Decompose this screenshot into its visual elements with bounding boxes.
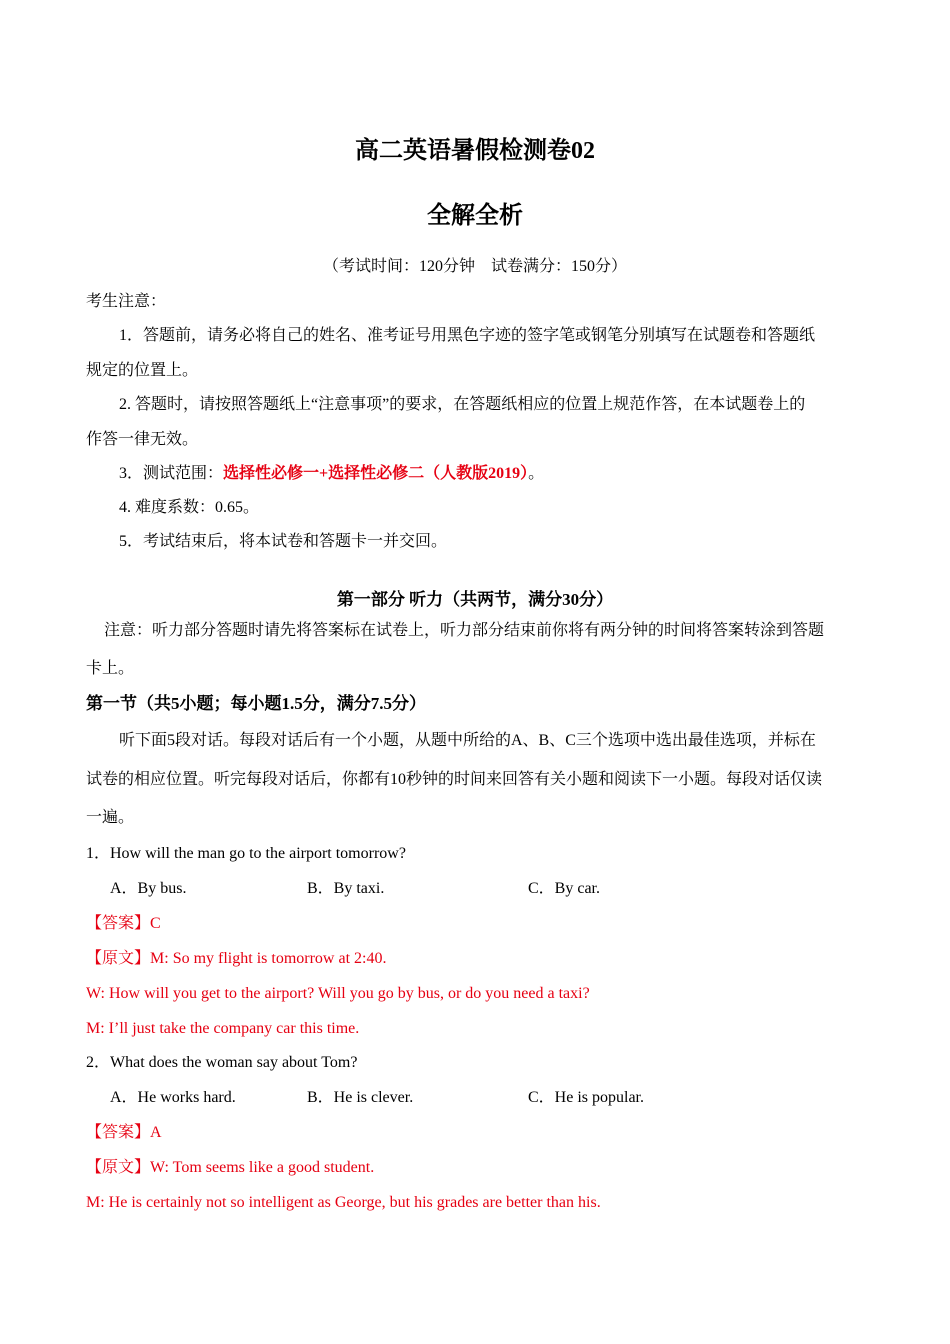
question-1-transcript-line-1	[86, 949, 386, 969]
notice-heading: 考生注意：	[86, 293, 167, 310]
notice-item-3-prefix: 3．测试范围：	[119, 465, 224, 482]
part1-heading: 第一部分 听力（共两节，满分30分）	[336, 590, 614, 609]
section1-heading: 第一节（共5小题；每小题1.5分，满分7.5分）	[86, 694, 426, 713]
question-1-option-b: B．By taxi.	[307, 880, 385, 897]
document-subtitle: 全解全析	[427, 203, 523, 229]
exam-info: （考试时间：120分钟 试卷满分：150分）	[322, 258, 627, 275]
question-2-transcript-line-1	[86, 1158, 374, 1178]
question-1-option-a: A．By bus.	[110, 880, 187, 897]
question-2: 2．What does the woman say about Tom?	[86, 1054, 358, 1071]
question-1-answer: 【答案】C	[86, 915, 161, 932]
question-1: 1．How will the man go to the airport tomorrow?	[86, 845, 406, 862]
notice-item-5: 5．考试结束后，将本试卷和答题卡一并交回。	[119, 533, 448, 550]
question-2-option-c: C．He is popular.	[528, 1089, 644, 1106]
question-2-option-a: A．He works hard.	[110, 1089, 236, 1106]
part1-note-line-1: 注意：听力部分答题时请先将答案标在试卷上，听力部分结束前你将有两分钟的时间将答案转涂到答题	[104, 622, 825, 639]
section1-instruction-line-1: 听下面5段对话。每段对话后有一个小题，从题中所给的A、B、C三个选项中选出最佳选项，并标在	[119, 732, 816, 749]
notice-item-1-line-1: 1．答题前，请务必将自己的姓名、准考证号用黑色字迹的签字笔或钢笔分别填写在试题卷和答题纸	[119, 327, 816, 344]
transcript-text: W: Tom seems like a good student.	[150, 1159, 375, 1176]
notice-item-3-suffix: 。	[528, 465, 545, 482]
question-1-transcript-line-3: M: I’ll just take the company car this time.	[86, 1020, 360, 1037]
question-2-transcript-line-2: M: He is certainly not so intelligent as George, but his grades are better than his.	[86, 1194, 601, 1211]
notice-item-2-line-2: 作答一律无效。	[86, 431, 199, 448]
section1-instruction-line-2: 试卷的相应位置。听完每段对话后，你都有10秒钟的时间来回答有关小题和阅读下一小题。每段对话仅读	[86, 771, 823, 788]
transcript-label: 【原文】	[86, 950, 151, 967]
question-2-option-b: B．He is clever.	[307, 1089, 414, 1106]
section1-instruction-line-3: 一遍。	[86, 809, 135, 826]
notice-item-3	[119, 464, 544, 484]
part1-note-line-2: 卡上。	[86, 660, 135, 677]
notice-item-4: 4. 难度系数：0.65。	[119, 499, 260, 516]
notice-item-1-line-2: 规定的位置上。	[86, 362, 199, 379]
test-scope: 选择性必修一+选择性必修二（人教版2019）	[223, 465, 529, 482]
transcript-label: 【原文】	[86, 1159, 151, 1176]
notice-item-2-line-1: 2. 答题时，请按照答题纸上“注意事项”的要求，在答题纸相应的位置上规范作答，在本试题卷上的	[119, 396, 806, 413]
document-title: 高二英语暑假检测卷02	[355, 138, 595, 164]
question-2-answer: 【答案】A	[86, 1124, 162, 1141]
question-1-transcript-line-2: W: How will you get to the airport? Will you go by bus, or do you need a taxi?	[86, 985, 590, 1002]
transcript-text: M: So my flight is tomorrow at 2:40.	[150, 950, 387, 967]
question-1-option-c: C．By car.	[528, 880, 600, 897]
